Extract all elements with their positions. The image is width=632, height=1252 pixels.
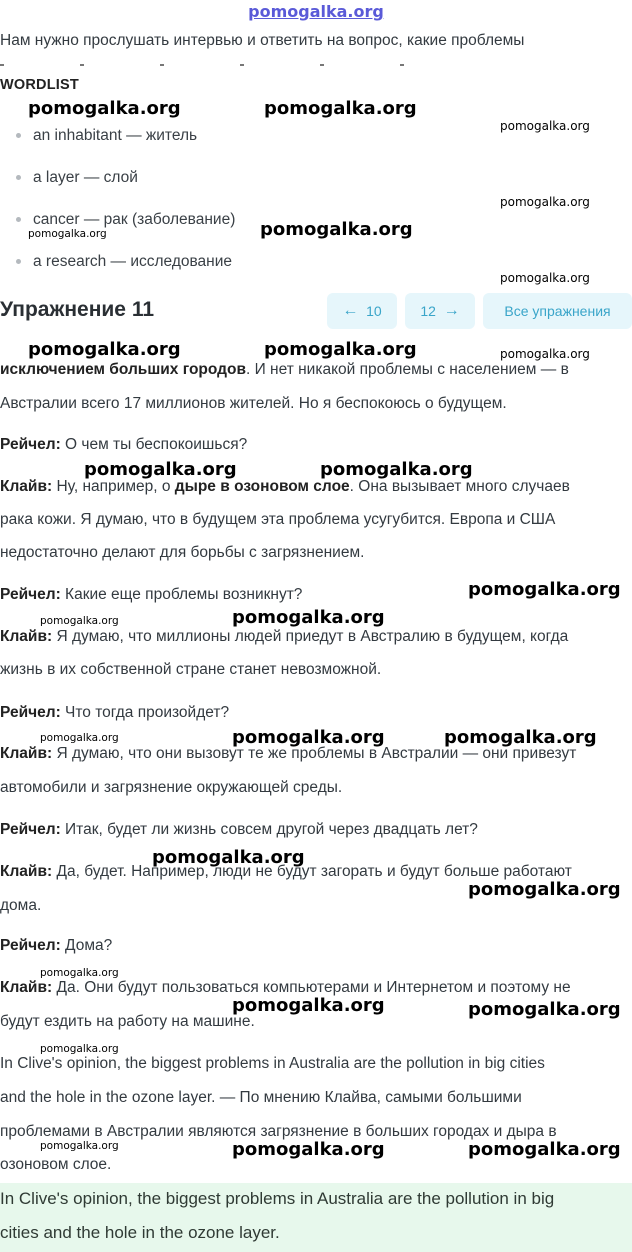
watermark-text: pomogalka.org [40,1140,119,1152]
dialogue-line: Рейчел: О чем ты беспокоишься? [0,436,248,453]
dialogue-line: Клайв: Я думаю, что они вызовут те же проблемы в Австралии — они привезут [0,745,577,762]
dialogue-line: автомобили и загрязнение окружающей среды. [0,779,343,796]
watermark-text: pomogalka.org [500,195,590,209]
bullet-icon [16,217,21,222]
dialogue-line: исключением больших городов. И нет никакой проблемы с населением — в [0,361,569,378]
exercise-title: Упражнение 11 [0,298,155,321]
watermark-text: pomogalka.org [232,727,385,748]
watermark-text: pomogalka.org [468,579,621,600]
dialogue-line: Рейчел: Дома? [0,937,113,954]
dialogue-line: Клайв: Я думаю, что миллионы людей приедут в Австралию в будущем, когда [0,628,569,645]
site-watermark-link[interactable]: pomogalka.org [248,2,384,21]
answer-line: In Clive's opinion, the biggest problems in Australia are the pollution in big [0,1189,555,1208]
watermark-text: pomogalka.org [500,271,590,285]
watermark-text: pomogalka.org [152,847,305,868]
dialogue-line: жизнь в их собственной стране станет невозможной. [0,661,382,678]
watermark-text: pomogalka.org [40,967,119,979]
watermark-text: pomogalka.org [28,228,107,240]
dialogue-line: Рейчел: Какие еще проблемы возникнут? [0,586,303,603]
intro-text: Нам нужно прослушать интервью и ответить на вопрос, какие проблемы [0,32,525,49]
watermark-text: pomogalka.org [232,995,385,1016]
dialogue-line: Рейчел: Итак, будет ли жизнь совсем другой через двадцать лет? [0,821,478,838]
watermark-text: pomogalka.org [264,339,417,360]
dialogue-line: Клайв: Да. Они будут пользоваться компьютерами и Интернетом и поэтому не [0,979,571,996]
translation-line: In Clive's opinion, the biggest problems in Australia are the pollution in big cities [0,1055,545,1072]
watermark-text: pomogalka.org [232,1139,385,1160]
bullet-icon [16,175,21,180]
watermark-text: pomogalka.org [468,999,621,1020]
dialogue-line: Австралии всего 17 миллионов жителей. Но я беспокоюсь о будущем. [0,395,507,412]
dialogue-line: Клайв: Да, будет. Например, люди не будут загорать и будут больше работают [0,863,572,880]
bullet-icon [16,133,21,138]
wordlist-title: WORDLIST [0,77,79,93]
next-exercise-button[interactable]: 12 → [405,293,475,329]
answer-line: cities and the hole in the ozone layer. [0,1223,280,1242]
prev-exercise-button[interactable]: ← 10 [327,293,397,329]
dialogue-line: недостаточно делают для борьбы с загрязнением. [0,544,365,561]
all-exercises-button[interactable]: Все упражнения [483,293,632,329]
watermark-text: pomogalka.org [40,732,119,744]
watermark-text: pomogalka.org [468,879,621,900]
clipped-text-line [0,62,470,68]
watermark-text: pomogalka.org [84,459,237,480]
translation-line: and the hole in the ozone layer. — По мнению Клайва, самыми большими [0,1089,522,1106]
dialogue-line: будут ездить на работу на машине. [0,1013,255,1030]
translation-line: проблемами в Австралии являются загрязнение в больших городах и дыра в [0,1123,557,1140]
wordlist-item: a research — исследование [16,253,232,271]
dialogue-line: дома. [0,897,42,914]
watermark-text: pomogalka.org [500,347,590,361]
watermark-text: pomogalka.org [40,1043,119,1055]
wordlist-item: a layer — слой [16,169,138,187]
watermark-text: pomogalka.org [260,219,413,240]
dialogue-line: рака кожи. Я думаю, что в будущем эта проблема усугубится. Европа и США [0,511,556,528]
watermark-text: pomogalka.org [264,98,417,119]
watermark-text: pomogalka.org [320,459,473,480]
watermark-text: pomogalka.org [28,98,181,119]
watermark-text: pomogalka.org [468,1139,621,1160]
watermark-text: pomogalka.org [232,607,385,628]
watermark-text: pomogalka.org [40,615,119,627]
bullet-icon [16,259,21,264]
dialogue-line: Клайв: Ну, например, о дыре в озоновом слое. Она вызывает много случаев [0,478,570,495]
dialogue-line: Рейчел: Что тогда произойдет? [0,704,230,721]
watermark-text: pomogalka.org [500,119,590,133]
wordlist-item: cancer — рак (заболевание) [16,211,235,229]
translation-line: озоновом слое. [0,1156,112,1173]
answer-box [0,1183,632,1252]
watermark-text: pomogalka.org [28,339,181,360]
wordlist-item: an inhabitant — житель [16,127,197,145]
arrow-left-icon: ← [342,302,359,319]
watermark-text: pomogalka.org [444,727,597,748]
arrow-right-icon: → [443,302,460,319]
